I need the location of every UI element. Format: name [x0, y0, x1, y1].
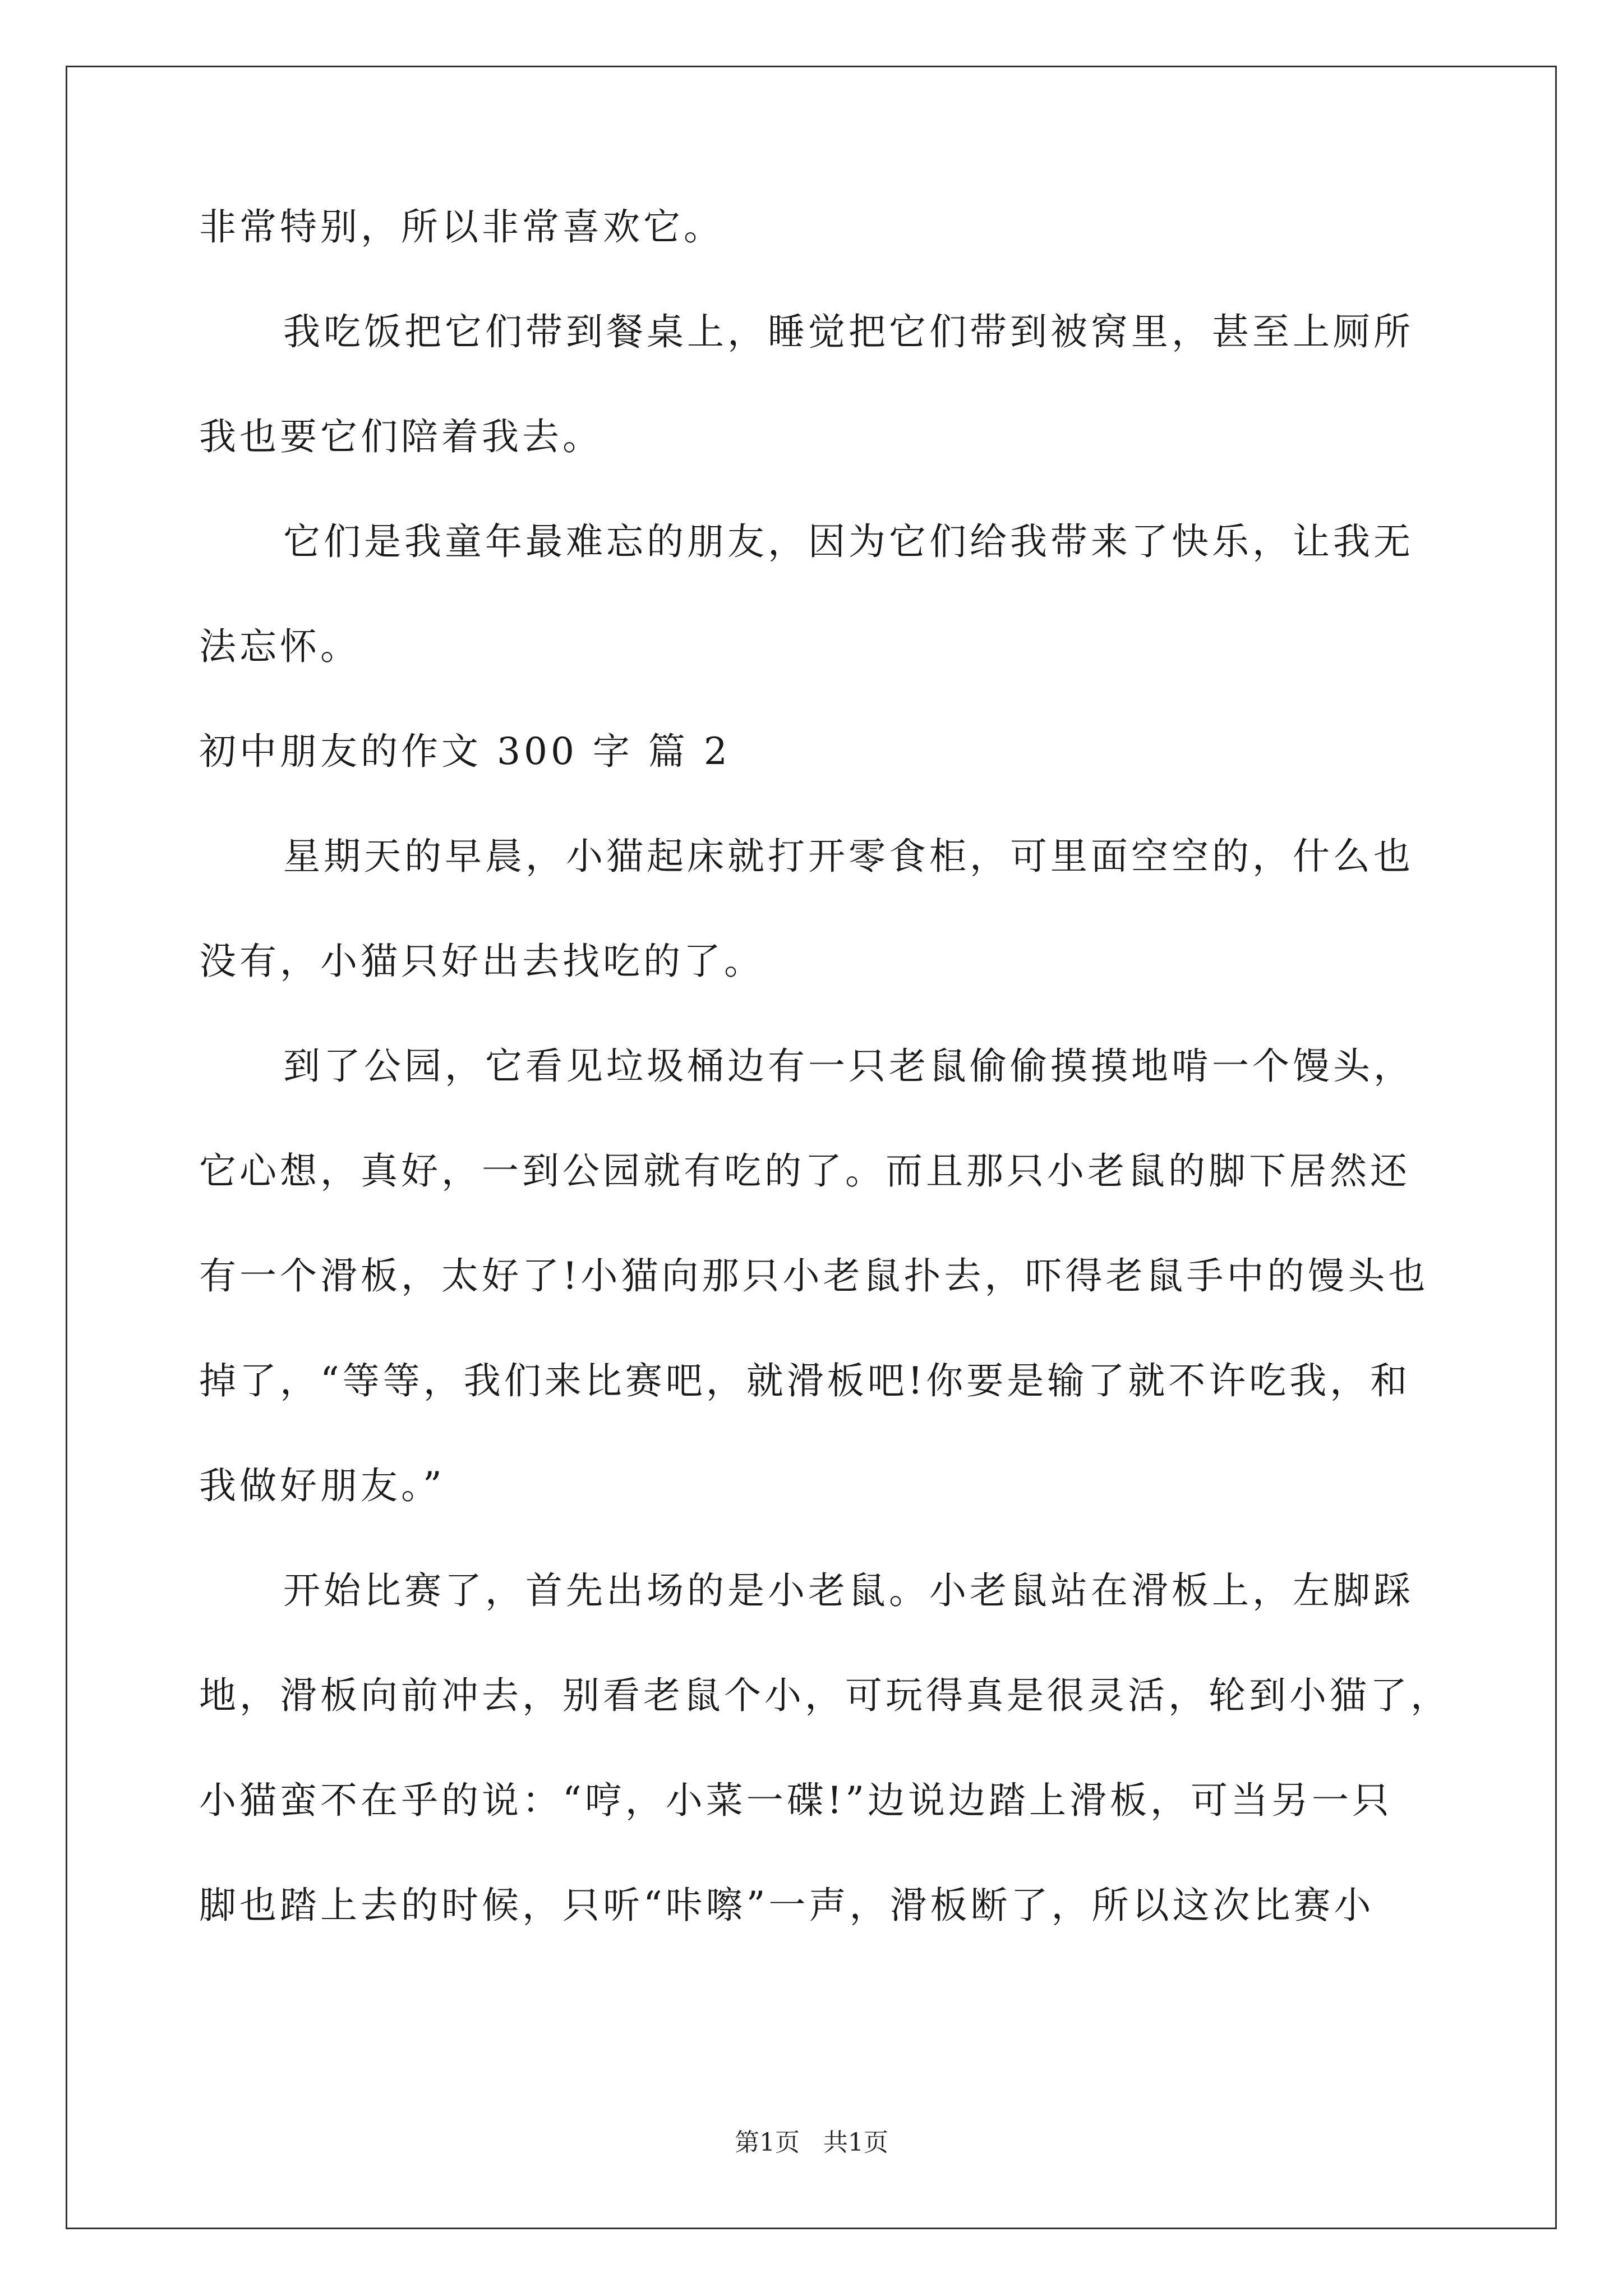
paragraph-line: 开始比赛了，首先出场的是小老鼠。小老鼠站在滑板上，左脚踩 [283, 1569, 1414, 1612]
paragraph-line: 到了公园，它看见垃圾桶边有一只老鼠偷偷摸摸地啃一个馒头， [283, 1045, 1414, 1088]
text-line: 法忘怀。 [199, 625, 361, 668]
text-line: 我也要它们陪着我去。 [199, 415, 603, 458]
text-line: 我做好朋友。” [199, 1464, 445, 1507]
paragraph-line: 它们是我童年最难忘的朋友，因为它们给我带来了快乐，让我无 [283, 520, 1414, 563]
page-footer: 第1页 共1页 [735, 2128, 888, 2157]
text-line: 地，滑板向前冲去，别看老鼠个小，可玩得真是很灵活，轮到小猫了， [199, 1674, 1451, 1717]
text-line: 小猫蛮不在乎的说：“哼，小菜一碟!”边说边踏上滑板，可当另一只 [199, 1779, 1393, 1822]
text-line: 非常特别，所以非常喜欢它。 [199, 205, 724, 249]
paragraph-line: 星期天的早晨，小猫起床就打开零食柜，可里面空空的，什么也 [283, 835, 1414, 878]
text-line: 它心想，真好，一到公园就有吃的了。而且那只小老鼠的脚下居然还 [199, 1149, 1410, 1193]
text-line: 有一个滑板，太好了!小猫向那只小老鼠扑去，吓得老鼠手中的馒头也 [199, 1254, 1429, 1297]
text-line: 脚也踏上去的时候，只听“咔嚓”一声，滑板断了，所以这次比赛小 [199, 1884, 1375, 1927]
text-line: 没有，小猫只好出去找吃的了。 [199, 940, 764, 983]
text-line: 掉了，“等等，我们来比赛吧，就滑板吧!你要是输了就不许吃我，和 [199, 1359, 1411, 1402]
paragraph-line: 我吃饭把它们带到餐桌上，睡觉把它们带到被窝里，甚至上厕所 [283, 310, 1414, 353]
section-heading: 初中朋友的作文 300 字 篇 2 [199, 730, 731, 773]
